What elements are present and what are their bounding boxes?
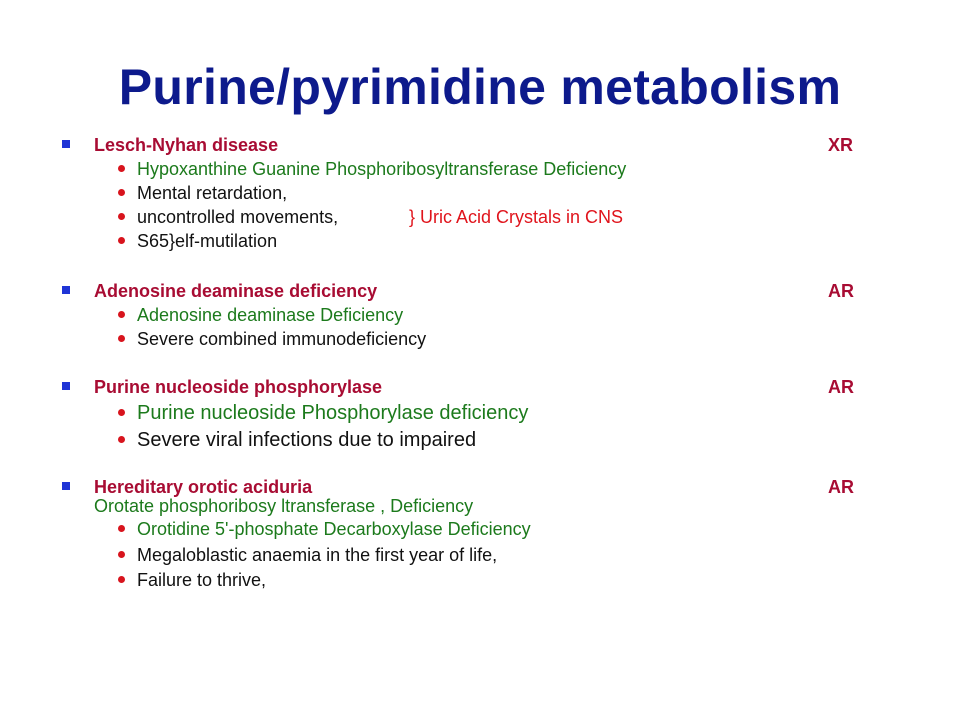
item-bullet-dot xyxy=(118,409,125,416)
item-enzyme: Adenosine deaminase Deficiency xyxy=(137,305,404,325)
section-heading-orotic-aciduria: Hereditary orotic aciduria xyxy=(94,477,313,497)
slide-title: Purine/pyrimidine metabolism xyxy=(118,59,842,115)
item-enzyme: Orotidine 5'-phosphate Decarboxylase Deficiency xyxy=(137,519,531,539)
section-bullet-square xyxy=(62,286,70,294)
inheritance-lesch-nyhan: XR xyxy=(828,135,854,155)
item-symptom: S65}elf-mutilation xyxy=(137,231,278,251)
item-bullet-dot xyxy=(118,213,125,220)
item-bullet-dot xyxy=(118,436,125,443)
section-bullet-square xyxy=(62,140,70,148)
item-bullet-dot xyxy=(118,335,125,342)
inheritance-ada: AR xyxy=(828,281,854,301)
uric-acid-brace-note: } Uric Acid Crystals in CNS xyxy=(409,207,624,227)
inheritance-pnp: AR xyxy=(828,377,854,397)
section-heading-lesch-nyhan: Lesch-Nyhan disease xyxy=(94,135,279,155)
item-bullet-dot xyxy=(118,311,125,318)
section-heading-ada: Adenosine deaminase deficiency xyxy=(94,281,378,301)
item-symptom: Severe viral infections due to impaired xyxy=(137,429,477,451)
item-bullet-dot xyxy=(118,237,125,244)
item-bullet-dot xyxy=(118,576,125,583)
inheritance-orotic-aciduria: AR xyxy=(828,477,854,497)
item-symptom: Failure to thrive, xyxy=(137,570,267,590)
item-bullet-dot xyxy=(118,189,125,196)
item-bullet-dot xyxy=(118,525,125,532)
section-bullet-square xyxy=(62,482,70,490)
item-bullet-dot xyxy=(118,165,125,172)
item-enzyme: Hypoxanthine Guanine Phosphoribosyltransferase Deficiency xyxy=(137,159,627,179)
section-bullet-square xyxy=(62,382,70,390)
item-symptom: Megaloblastic anaemia in the first year of life, xyxy=(137,545,498,565)
section-heading-pnp: Purine nucleoside phosphorylase xyxy=(94,377,383,397)
item-symptom: uncontrolled movements, xyxy=(137,207,339,227)
item-enzyme: Purine nucleoside Phosphorylase deficiency xyxy=(137,402,529,424)
item-symptom: Mental retardation, xyxy=(137,183,288,203)
item-symptom: Severe combined immunodeficiency xyxy=(137,329,427,349)
item-bullet-dot xyxy=(118,551,125,558)
subline-enzyme: Orotate phosphoribosy ltransferase , Deficiency xyxy=(94,496,474,516)
